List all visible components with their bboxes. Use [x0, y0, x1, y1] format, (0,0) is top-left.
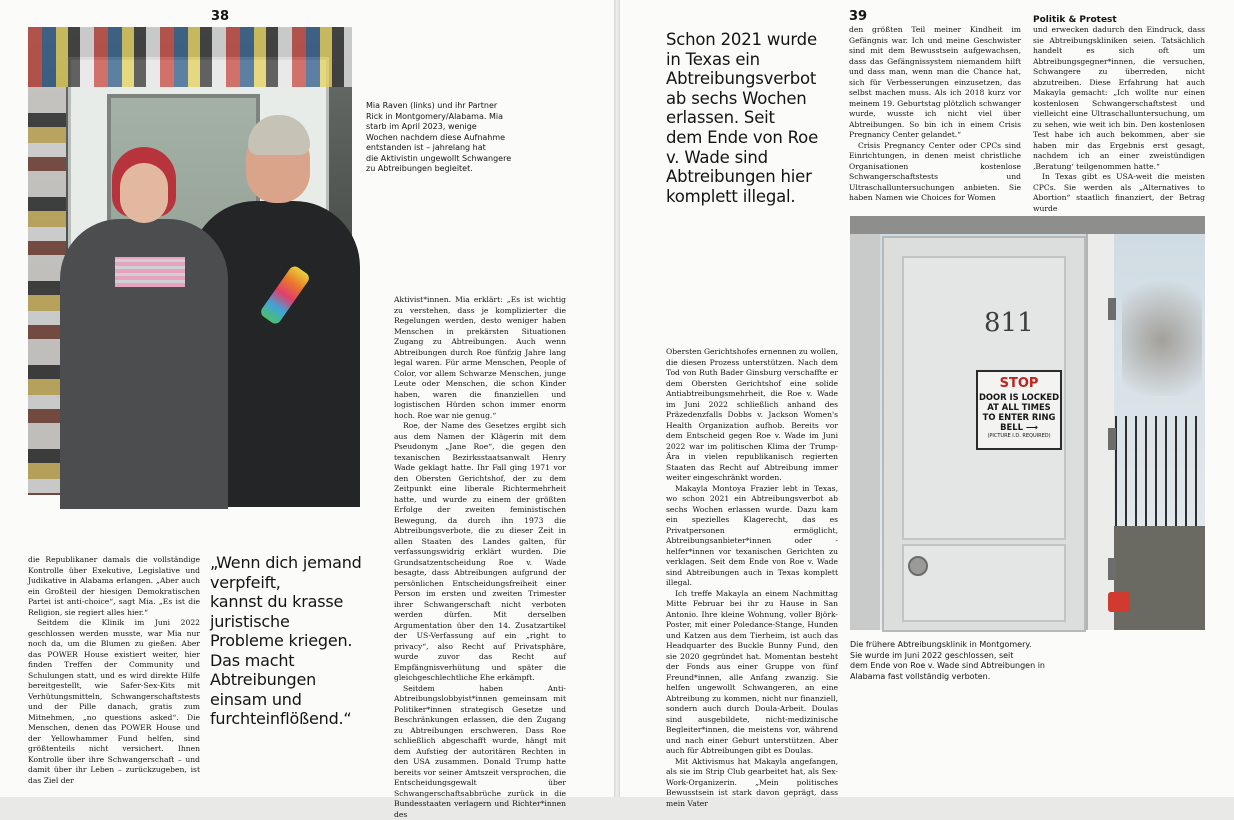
text-column-1: die Republikaner damals die vollständige Kontrolle über Exekutive, Legislative und Judikative in Alabama erlangen. „Aber auch ein Großteil der hiesigen Demokratischen Partei ist anti-choice“, sagt Mia. „Es ist die Religion, sie regiert alles hier.“ Seitdem die Klinik im Juni 2022 geschlossen werden musste, war Mia nur noch da, um die Blumen zu gießen. Aber das POWER House existiert weiter, hier finden Treffen der Community und Schulungen statt, und es wird direkte Hilfe bereitgestellt, wie Safer-Sex-Kits mit Verhütungsmitteln, Schwangerschaftstests und der Pille danach, gratis zum Mitnehmen, „no questions asked“. Die Menschen, denen das POWER House und der Yellowhammer Fund helfen, sind größtenteils nicht versichert. Ihnen Kontrolle über ihre Schwangerschaft – und damit über ihr Leben – zurückzugeben, ist das Ziel der	[28, 555, 200, 785]
page-number: 39	[849, 9, 868, 24]
text-column-3: den größten Teil meiner Kindheit im Gefängnis war. Ich und meine Geschwister sind mit dem Bewusstsein aufgewachsen, dass das Gefängnissystem niemandem hilft und dass man, wenn man die Chance hat, sich für Verbesserungen einzusetzen, das selbst machen muss. Als ich 2018 kurz vor meinem 19. Geburtstag plötzlich schwanger wurde, wusste ich nicht viel über Abtreibungen. So bin ich in einem Crisis Pregnancy Center gelandet.“ Crisis Pregnancy Center oder CPCs sind Einrichtungen, in denen meist christliche Organisationen kostenlose Schwangerschaftstests und Ultraschalluntersuchungen anbieten. Sie haben Namen wie Choices for Women	[849, 25, 1021, 202]
section-label: Politik & Protest	[1033, 15, 1117, 25]
sticker-wall	[28, 27, 352, 87]
bare-tree	[1122, 256, 1202, 396]
text-column-2: Aktivist*innen. Mia erklärt: „Es ist wichtig zu verstehen, dass je komplizierter die Regelungen werden, desto weniger haben Menschen in prekärsten Situationen Zugang zu Abtreibungen. Auch wenn Abtreibungen durch Roe fünfzig Jahre lang legal waren. Für arme Menschen, People of Color, vor allem Schwarze Menschen, junge Leute oder Menschen, die schon Kinder haben, waren die finanziellen und logistischen Hürden schon immer enorm hoch. Roe war nie genug.“ Roe, der Name des Gesetzes ergibt sich aus dem Namen der Klägerin mit dem Pseudonym „Jane Roe“, die gegen den texanischen Bezirksstaatsanwalt Henry Wade geklagt hatte. Ihr Fall ging 1971 vor den Obersten Gerichtshof, der zu dem Zeitpunkt eine liberale Richtermehrheit hatte, und wurde zu einem der größten Erfolge der zweiten feministischen Bewegung, da durch ihn 1973 die Abtreibungsverbote, die zu dieser Zeit in allen Staaten des Landes galten, für verfassungswidrig erklärt wurden. Die Grundsatzentscheidung Roe v. Wade besagte, dass Abtreibungen aufgrund der persönlichen Entscheidungsfreiheit einer Person im ersten und zweiten Trimester ihrer Schwangerschaft nicht verboten werden dürfen. Mit derselben Argumentation über den 14. Zusatzartikel der US-Verfassung auf ein „right to privacy“, also Recht auf Privatsphäre, wurde zuvor das Recht auf Empfängnisverhütung und später die gleichgeschlechtliche Ehe erkämpft. Seitdem haben Anti-Abtreibungslobbyist*innen gemeinsam mit Politiker*innen strategisch Gesetze und Beschränkungen erlassen, die den Zugang zu Abtreibungen erschweren. Dass Roe schließlich abgeschafft wurde, hängt mit dem Aufstieg der autoritären Rechten in den USA zusammen. Donald Trump hatte bereits vor seiner Amtszeit versprochen, die Entscheidungsgewalt über Schwangerschaftsabbrüche zurück in die Bundesstaaten verlagern und Richter*innen des	[394, 295, 566, 819]
person-mia	[60, 147, 230, 507]
page-number: 38	[211, 9, 230, 24]
right-page	[620, 0, 1234, 808]
sticker-icon	[1108, 592, 1130, 612]
stop-sign: STOP DOOR IS LOCKED AT ALL TIMES TO ENTER RING BELL ⟶ (PICTURE I.D. REQUIRED)	[976, 370, 1062, 450]
pull-quote: „Wenn dich jemand verpfeift, kannst du krasse juristische Probleme kriegen. Das macht Abtreibungen einsam und furchteinflößend.“	[210, 553, 362, 728]
door-number: 811	[984, 308, 1034, 338]
text-column-4: und erwecken dadurch den Eindruck, dass sie Abtreibungskliniken seien. Tatsächlich handelt es sich oft um Abtreibungsgegner*innen, die versuchen, Schwangere zu überreden, nicht abzutreiben. Diese Erfahrung hat auch Makayla gemacht: „Ich wollte nur einen kostenlosen Schwangerschaftstest und vielleicht eine Ultraschalluntersuchung, um zu sehen, wie weit ich bin. Den kostenlosen Test habe ich auch bekommen, aber sie haben mir das Ergebnis erst gesagt, nachdem ich an einer zweistündigen ‚Beratung‘ teilgenommen hatte.“ In Texas gibt es USA-weit die meisten CPCs. Sie werden als „Alternatives to Abortion“ staatlich finanziert, der Betrag wurde	[1033, 25, 1205, 213]
clinic-door	[882, 236, 1086, 632]
pull-quote: Schon 2021 wurde in Texas ein Abtreibungsverbot ab sechs Wochen erlassen. Seit dem Ende von Roe v. Wade sind Abtreibungen hier komplett illegal.	[666, 30, 819, 206]
portrait-photo	[28, 27, 352, 495]
door-knob	[908, 556, 928, 576]
photo-caption: Die frühere Abtreibungsklinik in Montgomery. Sie wurde im Juni 2022 geschlossen, seit dem Ende von Roe v. Wade sind Abtreibungen in Alabama fast vollständig verboten.	[850, 640, 1045, 681]
left-page	[0, 0, 614, 819]
photo-caption: Mia Raven (links) und ihr Partner Rick in Montgomery/Alabama. Mia starb im April 2023, wenige Wochen nachdem diese Aufnahme entstanden ist – jahrelang hat die Aktivistin ungewollt Schwangere zu Abtreibungen begleitet.	[366, 101, 512, 173]
clinic-door-photo	[850, 216, 1205, 630]
text-column-5: Obersten Gerichtshofes ernennen zu wollen, die diesen Prozess unterstützen. Nach dem Tod von Ruth Bader Ginsburg verschaffte er dem Obersten Gerichtshof eine solide Antiabtreibungsmehrheit, die Roe v. Wade im Juni 2022 schließlich anhand des Präzedenzfalls Dobbs v. Jackson Women's Health Organization aufhob. Bereits vor dem Entscheid gegen Roe v. Wade im Juni 2022 war im politischen Klima der Trump-Ära in vielen republikanisch regierten Staaten das Recht auf Abtreibung immer weiter eingeschränkt worden. Makayla Montoya Frazier lebt in Texas, wo schon 2021 ein Abtreibungsverbot ab sechs Wochen erlassen wurde. Dazu kam ein spezielles Klagerecht, das es Privatpersonen ermöglicht, Abtreibungsanbieter*innen oder -helfer*innen vor texanischen Gerichten zu verklagen. Seit dem Ende von Roe v. Wade sind Abtreibungen auch in Texas komplett illegal. Ich treffe Makayla an einem Nachmittag Mitte Februar bei ihr zu Hause in San Antonio. Ihre kleine Wohnung, voller Björk-Poster, mit einer Poledance-Stange, Hunden und Katzen aus dem Tierheim, ist auch das Headquarter des Buckle Bunny Fund, den sie 2020 gegründet hat. Momentan besteht der Fonds aus einer Gruppe von fünf Freund*innen, alle Anfang zwanzig. Sie helfen ungewollt Schwangeren, an eine Abtreibung zu kommen, nicht nur finanziell, sondern auch durch Doula-Arbeit. Doulas sind ausgebildete, nicht-medizinische Begleiter*innen, die meistens vor, während und nach einer Geburt unterstützen. Aber auch für Abtreibungen gibt es Doulas. Mit Aktivismus hat Makayla angefangen, als sie im Strip Club gearbeitet hat, als Sex-Work-Organizerin. „Mein politisches Bewusstsein ist stark davon geprägt, dass mein Vater	[666, 347, 838, 808]
